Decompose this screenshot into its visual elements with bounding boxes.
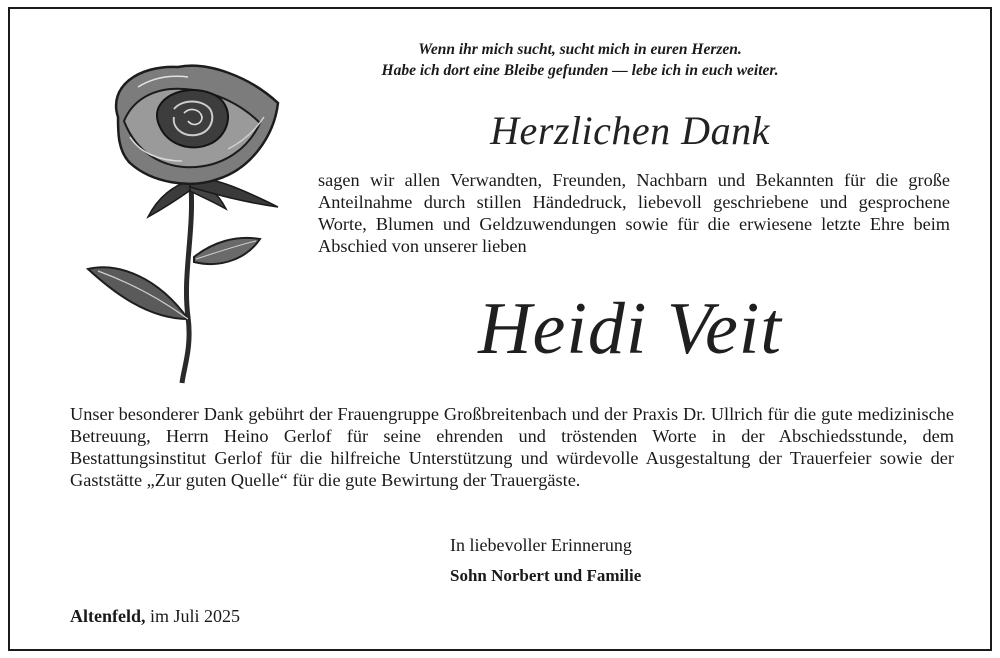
rose-icon (78, 57, 294, 387)
intro-paragraph: sagen wir allen Verwandten, Freunden, Nachbarn und Bekannten für die große Anteilnahme durch stillen Händedruck, liebevoll geschriebene und gesprochene Worte, Blumen und Geldzuwendungen sowie für die erwiesene letzte Ehre beim Abschied von unserer lieben (318, 170, 950, 256)
heading-thanks: Herzlichen Dank (490, 108, 770, 153)
date-text: im Juli 2025 (150, 606, 241, 626)
motto (310, 39, 850, 81)
motto-line-1: Wenn ihr mich sucht, sucht mich in euren Herzen. (418, 41, 742, 58)
closing-line: In liebevoller Erinnerung (450, 535, 632, 555)
obituary-card (8, 7, 992, 651)
place-date (70, 605, 240, 627)
motto-line-2: Habe ich dort eine Bleibe gefunden — lebe ich in euch weiter. (381, 62, 779, 79)
place-name: Altenfeld, (70, 606, 146, 626)
special-thanks-paragraph: Unser besonderer Dank gebührt der Frauengruppe Großbreitenbach und der Praxis Dr. Ullrich für die gute medizinische Betreuung, Herrn Heino Gerlof für seine ehrenden und tröstenden Worte in der Abschiedsstunde, dem Bestattungsinstitut Gerlof für die hilfreiche Unterstützung und würdevolle Ausgestaltung der Trauerfeier sowie der Gaststätte „Zur guten Quelle“ für die gute Bewirtung der Trauergäste. (70, 404, 954, 490)
deceased-name: Heidi Veit (478, 288, 782, 370)
family-signature: Sohn Norbert und Familie (450, 566, 642, 585)
